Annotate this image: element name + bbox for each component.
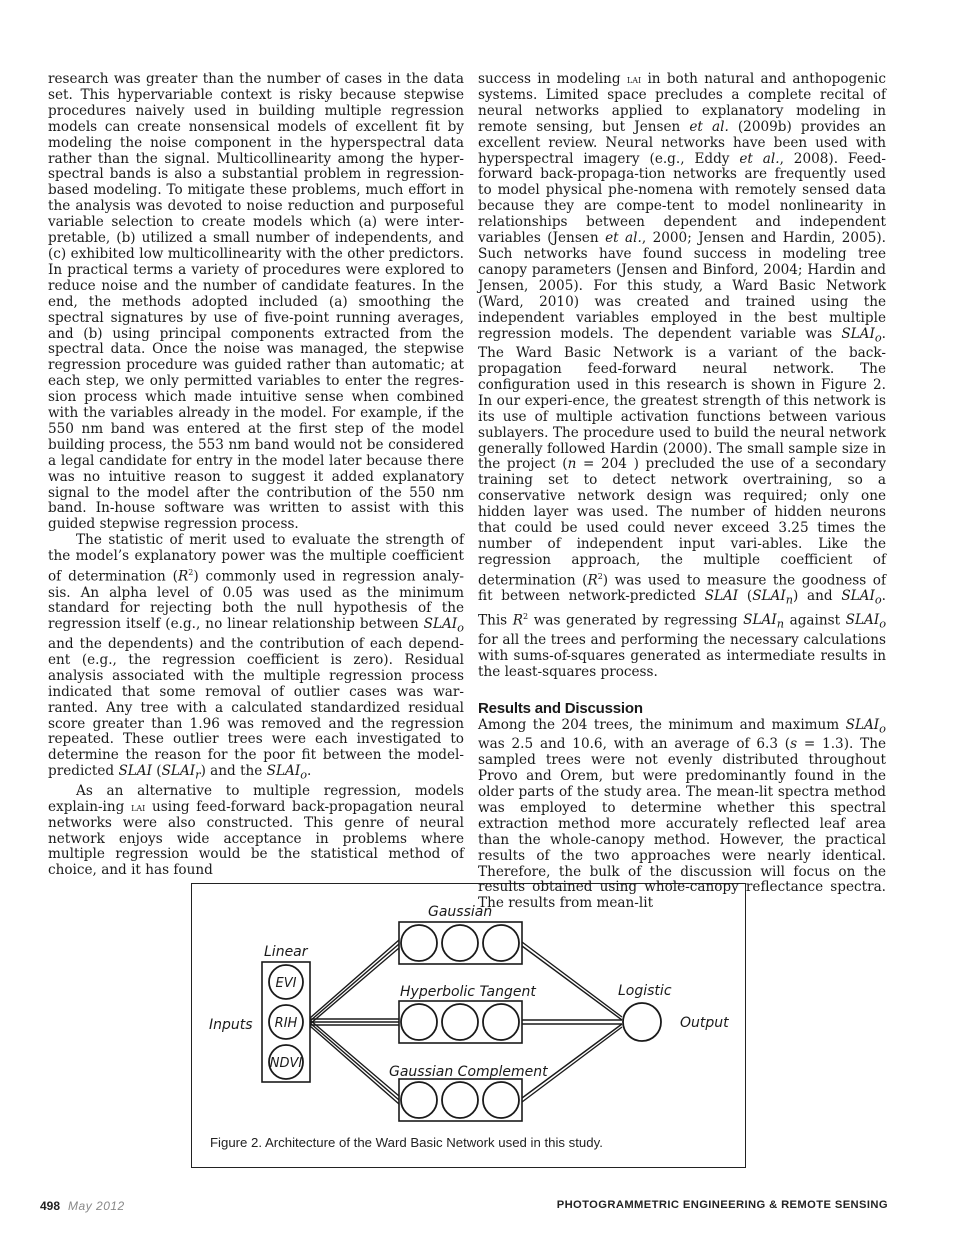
page-number: 498 xyxy=(40,1199,61,1213)
section-heading: Results and Discussion xyxy=(478,699,643,717)
label-gaussian-complement: Gaussian Complement xyxy=(389,1064,548,1080)
figure-2 xyxy=(191,883,746,1168)
tanh-node-1 xyxy=(401,1004,437,1040)
label-gaussian: Gaussian xyxy=(428,904,493,920)
gaussian-node-3 xyxy=(483,925,519,961)
label-hyperbolic-tangent: Hyperbolic Tangent xyxy=(400,984,536,1000)
left-paragraph-3: As an alternative to multiple regression, models explain-ing lai using feed-forward back-propagation neural networks were also constructed. This genre of neural network enjoys wide acceptance in problems where multiple regression would be the statistical method of choice, and it has found xyxy=(48,782,465,879)
logistic-output-node xyxy=(623,1003,661,1041)
label-inputs: Inputs xyxy=(209,1017,253,1033)
gauss-comp-node-2 xyxy=(442,1082,478,1118)
gauss-comp-node-1 xyxy=(401,1082,437,1118)
figure-caption: Figure 2. Architecture of the Ward Basic Network used in this study. xyxy=(210,1135,603,1150)
issue-month: May 2012 xyxy=(68,1199,125,1213)
left-paragraph-2: The statistic of merit used to evaluate the strength of the model’s explanatory power was the multiple coefficient of determination $(R^2)$ commonly used in regression analy-sis. An alpha level of 0.05 was used as the minimum standard for rejecting both the null hypothesis of the regression itself (e.g., no linear relationship between $SLAI_o$ and the dependents) and the contribution of each depend-ent (e.g., the regression coefficient is zero). Residual analysis associated with the multiple regression process indicated that some removal of outlier cases was war-ranted. Any tree with a calculated standardized residual score greater than 1.96 was removed and the regression repeated. These outlier trees were each investigated to determine the reason for the poor fit between the model-predicted SLAI $(SLAI_r)$ and the $SLAI_o$. xyxy=(48,532,464,782)
gaussian-node-2 xyxy=(442,925,478,961)
tanh-node-2 xyxy=(442,1004,478,1040)
network-diagram xyxy=(192,884,747,1169)
label-output: Output xyxy=(680,1015,729,1031)
footer-left xyxy=(40,1199,125,1213)
journal-title: PHOTOGRAMMETRIC ENGINEERING & REMOTE SENSING xyxy=(556,1199,888,1211)
left-paragraph-1: research was greater than the number of cases in the data set. This hypervariable context is risky because stepwise procedures naively used in building multiple regression models can create nonsensical models of excellent fit by modeling the noise component in the hyperspectral data rather than the signal. Multicollinearity among the hyper-spectral bands is also a substantial problem in regression-based modeling. To mitigate these problems, much effort in the analysis was devoted to noise reduction and purposeful variable selection to create models which (a) were inter-pretable, (b) utilized a small number of independents, and (c) exhibited low multicollinearity with the other predictors. In practical terms a variety of procedures were explored to reduce noise and the number of candidate features. In the end, the methods adopted included (a) smoothing the spectral signatures by use of five-point running averages, and (b) using principal components extracted from the spectral data. Once the noise was managed, the stepwise regression procedure was guided rather than automatic; at each step, we only permitted variables to enter the regres-sion process which made intuitive sense when combined with the variables already in the model. For example, if the 550 nm band was entered at the first step of the model building process, the 553 nm band would not be considered a legal candidate for entry in the model later because there was no intuitive reason to suggest it added explanatory signal to the model after the contribution of the 550 nm band. In-house software was written to assist with this guided stepwise regression process. xyxy=(48,71,464,533)
gaussian-node-1 xyxy=(401,925,437,961)
connections-to-gauss-comp xyxy=(310,1020,399,1104)
right-paragraph-1: success in modeling lai in both natural and anthopogenic systems. Limited space precludes a complete recital of neural networks applied to explanatory modeling in remote sensing, but Jensen et al. (2009b) provides an excellent review. Neural networks have been used with hyperspectral imagery (e.g., Eddy et al., 2008). Feed-forward back-propaga-tion networks are frequently used to model physical phe-nomena with remotely sensed data because they are compe-tent to model nonlinearity in relationships between dependent and independent variables (Jensen et al., 2000; Jensen and Hardin, 2005). Such networks have found success in modeling tree canopy parameters (Jensen and Binford, 2004; Hardin and Jensen, 2005). For this study, a Ward Basic Network (Ward, 2010) was created and trained using the independent variables employed in the best multiple regression models. The dependent variable was $SLAI_o$. The Ward Basic Network is a variant of the back-propagation feed-forward neural network. The configuration used in this research is shown in Figure 2. In our experi-ence, the greatest strength of this network is its use of multiple activation functions between various sublayers. The procedure used to build the neural network generally followed Hardin (2000). The small sample size in the project (n = 204 ) precluded the use of a secondary training set to detect network overtraining, so a conservative network design was required; only one hidden layer was used. The number of hidden neurons that could be used could never exceed 3.25 times the number of independent input vari-ables. Like the regression approach, the multiple coefficient of determination $(R^2)$ was used to measure the goodness of fit between network-predicted SLAI $(SLAI_n)$ and $SLAI_o$. This $R^2$ was generated by regressing $SLAI_n$ against $SLAI_o$ for all the trees and performing the necessary calculations with sums-of-squares generated as intermediate results in the least-squares process. xyxy=(478,71,887,680)
right-column xyxy=(478,72,886,912)
results-paragraph-1: Among the 204 trees, the minimum and maximum $SLAI_o$ was 2.5 and 10.6, with an average of 6.3 (s = 1.3). The sampled trees were not evenly distributed throughout Provo and Orem, but were predominantly found in the older parts of the study area. The mean-lit spectra method was employed to determine whether this spectral extraction method more accurately reflected leaf area than the whole-canopy method. However, the practical results of the two approaches were nearly identical. Therefore, the bulk of the discussion will focus on the results obtained using whole-canopy reflectance spectra. The results from mean-lit xyxy=(478,716,887,912)
input-label-ndvi: NDVI xyxy=(269,1056,303,1071)
label-linear: Linear xyxy=(264,944,308,960)
left-column xyxy=(48,72,464,879)
connections-to-tanh xyxy=(310,1019,399,1025)
tanh-node-3 xyxy=(483,1004,519,1040)
label-logistic: Logistic xyxy=(618,983,672,999)
input-label-rih: RIH xyxy=(274,1016,298,1031)
input-label-evi: EVI xyxy=(275,976,297,991)
connections-to-gaussian xyxy=(310,940,399,1024)
gauss-comp-node-3 xyxy=(483,1082,519,1118)
